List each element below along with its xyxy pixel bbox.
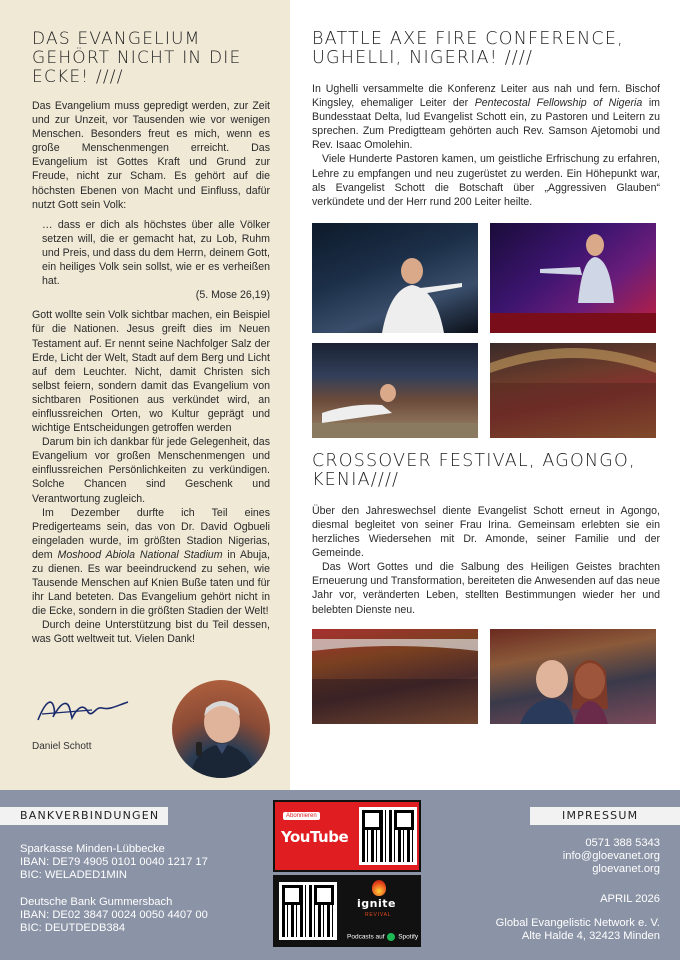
spotify-text: Spotify [398, 933, 419, 941]
festival-headline: CROSSOVER FESTIVAL, AGONGO, KENIA//// [312, 450, 636, 490]
flame-icon [372, 880, 386, 896]
stadium-name: Moshood Abiola National Stadium [57, 548, 223, 561]
bank-bic: BIC: WELADED1MIN [20, 869, 127, 881]
contact-block [563, 837, 660, 876]
paragraph: Das Wort Gottes und die Salbung des Heiligen Geistes brachten Erneuerung und Transformation, bereiteten die Anwesenden auf das neue Jahr vor, veränderten Leben, stellten Bestimmungen wieder her und belebten Dienste neu. [312, 561, 660, 616]
phone-number[interactable]: 0571 388 5343 [585, 837, 660, 849]
organization-name: Pentecostal Fellowship of Nigeria [474, 97, 643, 110]
spotify-icon [387, 933, 395, 941]
bank-account-2 [20, 896, 208, 935]
left-headline: DAS EVANGELIUM GEHÖRT NICHT IN DIE ECKE! //// [32, 29, 242, 87]
podcast-label [347, 933, 418, 941]
paragraph: Gott wollte sein Volk sichtbar machen, ein Beispiel für die Nationen. Jesus greift dies im Neuen Testament auf. Er nennt seine Nachfolger Salz der Erde, Licht der Welt, Stadt auf dem Berg und Licht auf dem Leuchter. Nicht, damit Christen sich selbst feiern, sondern damit das Evangelium von sichtbaren Positionen aus verkündet wird, an einflussreichen Orten, wo Kultur geprägt und wichtige Entscheidungen getroffen werden [32, 309, 270, 435]
paragraph: Über den Jahreswechsel diente Evangelist Schott erneut in Agongo, diesmal begleitet von seiner Frau Irina. Gemeinsam erlebten sie ein herzliches Wiedersehen mit Dr. Amonde, seiner Familie und der Gemeinde. [312, 504, 660, 560]
paragraph: Viele Hunderte Pastoren kamen, um geistliche Erfrischung zu erfahren, Lehre zu empfangen und neu zugerüstet zu werden. Ein Höhepunkt war, als Evangelist Schott die Botschaft über „Aggressiven Glauben“ verkündete und der Herr rund 200 Leiter heilte. [312, 153, 660, 208]
youtube-qr-card[interactable] [273, 800, 421, 872]
podcast-text: Podcasts auf [347, 933, 385, 941]
photo-stage [490, 223, 656, 333]
website-link[interactable]: gloevanet.org [592, 863, 660, 875]
photo-figure [312, 223, 478, 333]
photo-preaching-crowd [312, 223, 478, 333]
bank-bic: BIC: DEUTDEDB384 [20, 922, 126, 934]
signature-block [32, 690, 182, 752]
conference-article [312, 82, 660, 209]
photo-couple-selfie [490, 629, 656, 724]
street-address: Alte Halde 4, 32423 Minden [521, 930, 660, 942]
festival-photos [312, 629, 660, 724]
paragraph [32, 506, 270, 619]
subscribe-badge: Abonnieren [283, 812, 320, 820]
photo-figure [490, 629, 656, 724]
organization-address [496, 917, 660, 943]
right-column [290, 0, 680, 790]
photo-crowd [490, 343, 656, 438]
portrait-figure [172, 680, 270, 778]
text-run: im Bundesstaat Delta, lud Evangelist Schott ein, zu Pastoren und Leitern zu sprechen. Zum Predigtteam gehörten auch Rev. Samson Ajetomobi und Rev. Isaac Omolehin. [312, 97, 661, 152]
bible-quote [32, 218, 270, 303]
photo-figure [490, 343, 656, 438]
text-run: in Abuja, zu dienen. Es war beeindruckend zu sehen, wie Tausende Menschen auf Knien Buße taten und für ihr Land beteten. Das Evangelium gehört nicht in die Ecke, sondern in die größten Stadien der Welt! [32, 548, 270, 618]
photo-kneeling [312, 343, 478, 438]
photo-figure [312, 629, 478, 724]
paragraph [312, 82, 660, 152]
text-run: In Ughelli versammelte die Konferenz Leiter aus nah und fern. Bischof Kingsley, ehemaliger Leiter der [312, 83, 660, 110]
left-column [0, 0, 290, 790]
signature-name: Daniel Schott [32, 741, 92, 752]
bank-name: Sparkasse Minden-Lübbecke [20, 843, 165, 855]
quote-reference: (5. Mose 26,19) [195, 289, 270, 302]
bank-iban: IBAN: DE79 4905 0101 0040 1217 17 [20, 856, 208, 868]
bank-iban: IBAN: DE02 3847 0024 0050 4407 00 [20, 909, 208, 921]
youtube-logo: YouTube [281, 828, 349, 846]
photo-festival-hall [312, 629, 478, 724]
text-run: Im Dezember durfte ich Teil eines Predigerteams sein, das von Dr. David Ogbueli eingeladen wurde, im größten Stadion Nigerias, dem [32, 506, 270, 561]
email-address[interactable]: info@gloevanet.org [562, 850, 660, 862]
bank-account-1 [20, 843, 208, 882]
bank-header: BANKVERBINDUNGEN [0, 807, 168, 825]
paragraph: Darum bin ich dankbar für jede Gelegenheit, das Evangelium vor großen Menschenmengen und einflussreichen Persönlichkeiten zu verkündigen. Solche Chancen sind Geschenk und Verantwortung zugleich. [32, 436, 270, 505]
youtube-qr-code[interactable] [359, 807, 417, 865]
portrait-photo [172, 680, 270, 778]
podcast-qr-code[interactable] [279, 882, 337, 940]
festival-article [312, 504, 660, 617]
conference-headline: BATTLE AXE FIRE CONFERENCE, UGHELLI, NIGERIA! //// [312, 29, 624, 68]
impressum-header: IMPRESSUM [530, 807, 680, 825]
photo-figure [312, 343, 478, 438]
ignite-logo: ignite [357, 897, 396, 910]
quote-text: … dass er dich als höchstes über alle Völker setzen will, die er gemacht hat, zu Lob, Ruhm und Preis, und dass du dem Herrn, deinem Gott, ein heiliges Volk sein sollst, wie er es verheißen hat. [42, 218, 270, 288]
footer [0, 790, 680, 960]
issue-date: APRIL 2026 [600, 893, 660, 905]
ignite-subtitle: REVIVAL [365, 912, 392, 918]
bank-name: Deutsche Bank Gummersbach [20, 896, 173, 908]
conference-photos [312, 223, 660, 438]
ignite-qr-card[interactable] [273, 875, 421, 947]
photo-figure [490, 223, 656, 333]
signature-image [32, 690, 132, 730]
paragraph: Das Evangelium muss gepredigt werden, zur Zeit und zur Unzeit, vor Tausenden wie vor wenigen Menschen. Besonders freut es mich, wenn es große Menschenmengen erreicht. Das Evangelium ist Gottes Kraft und Grund zur Freude, nicht zur Scham. Es gehört auf die höchsten Ebenen von Macht und Einfluss, dafür nutzt Gott sein Volk: [32, 100, 270, 211]
paragraph: Durch deine Unterstützung bist du Teil dessen, was Gott weltweit tut. Vielen Dank! [32, 619, 270, 646]
left-article [32, 99, 270, 647]
organization-name: Global Evangelistic Network e. V. [495, 917, 660, 929]
